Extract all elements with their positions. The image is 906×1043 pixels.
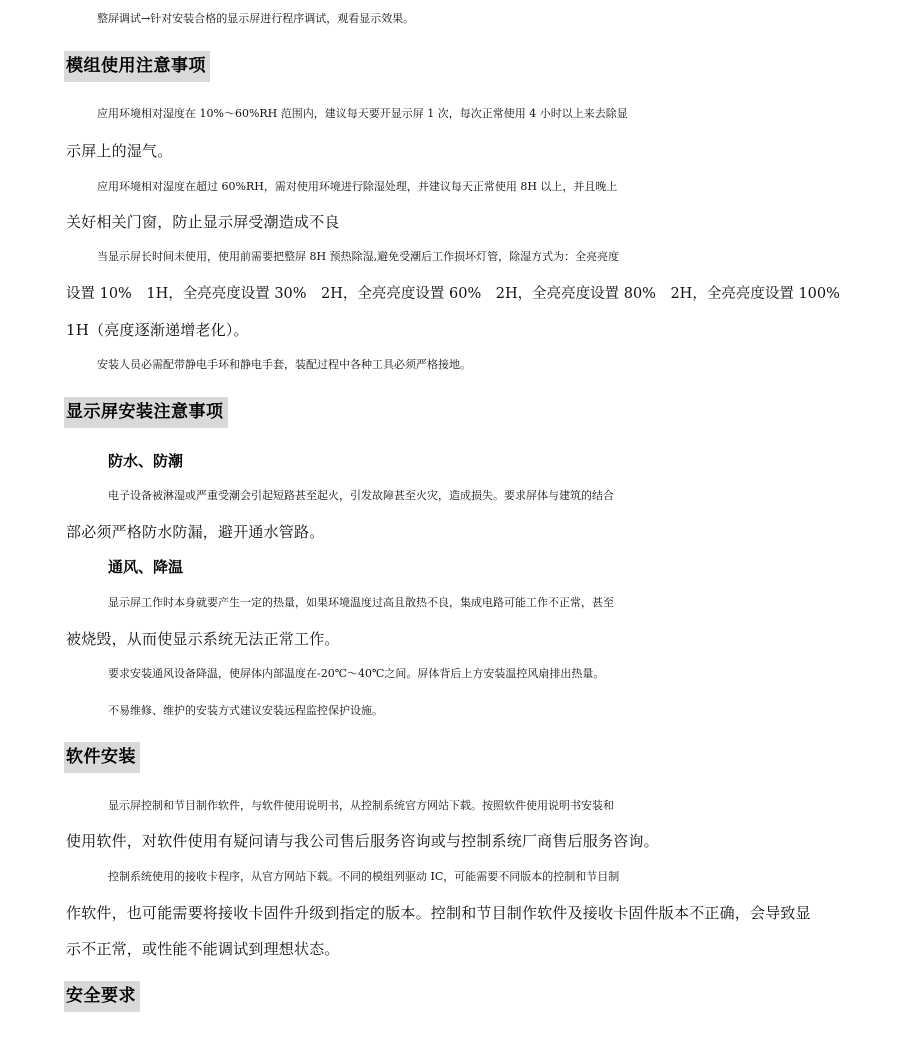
paragraph-line: 当显示屏长时间未使用，使用前需要把整屏 8H 预热除湿,避免受潮后工作损坏灯管，除湿方式为：全亮亮度 [97, 250, 620, 263]
intro-paragraph: 整屏调试→针对安装合格的显示屏进行程序调试，观看显示效果。 [97, 12, 415, 25]
paragraph-line: 应用环境相对湿度在超过 60%RH，需对使用环境进行除湿处理，并建议每天正常使用 8H 以上，并且晚上 [97, 180, 618, 193]
section-heading-safety: 安全要求 [64, 981, 140, 1012]
section-heading-software: 软件安装 [64, 742, 140, 773]
paragraph-line: 作软件，也可能需要将接收卡固件升级到指定的版本。控制和节目制作软件及接收卡固件版本不正确，会导致显 [66, 904, 811, 922]
paragraph-line: 应用环境相对湿度在 10%～60%RH 范围内，建议每天要开显示屏 1 次，每次正常使用 4 小时以上来去除显 [97, 107, 628, 120]
paragraph-line: 显示屏工作时本身就要产生一定的热量，如果环境温度过高且散热不良，集成电路可能工作不正常，甚至 [108, 596, 614, 609]
paragraph-line: 设置 10% 1H，全亮亮度设置 30% 2H，全亮亮度设置 60% 2H，全亮亮度设置 80% 2H，全亮亮度设置 100% [66, 286, 840, 302]
paragraph-line: 1H（亮度逐渐递增老化）。 [66, 321, 249, 339]
paragraph-line: 关好相关门窗，防止显示屏受潮造成不良 [66, 213, 340, 231]
paragraph-line: 显示屏控制和节目制作软件，与软件使用说明书，从控制系统官方网站下载。按照软件使用说明书安装和 [108, 799, 614, 812]
paragraph-line: 部必须严格防水防漏，避开通水管路。 [66, 523, 325, 541]
subheading-ventilation: 通风、降温 [108, 558, 184, 576]
paragraph-line: 示不正常，或性能不能调试到理想状态。 [66, 940, 340, 958]
paragraph-line: 使用软件，对软件使用有疑问请与我公司售后服务咨询或与控制系统厂商售后服务咨询。 [66, 832, 659, 850]
paragraph-line: 安装人员必需配带静电手环和静电手套，装配过程中各种工具必须严格接地。 [97, 358, 471, 371]
paragraph-line: 示屏上的湿气。 [66, 142, 173, 160]
paragraph-line: 要求安装通风设备降温，使屏体内部温度在-20℃～40℃之间。屏体背后上方安装温控风扇排出热量。 [108, 667, 605, 680]
section-heading-module-usage: 模组使用注意事项 [64, 51, 210, 82]
paragraph-line: 控制系统使用的接收卡程序，从官方网站下载。不同的模组列驱动 IC，可能需要不同版本的控制和节目制 [108, 870, 620, 883]
paragraph-line: 被烧毁，从而使显示系统无法正常工作。 [66, 630, 340, 648]
paragraph-line: 电子设备被淋湿或严重受潮会引起短路甚至起火，引发故障甚至火灾，造成损失。要求屏体与建筑的结合 [108, 489, 614, 502]
section-heading-screen-install: 显示屏安装注意事项 [64, 397, 228, 428]
paragraph-line: 不易维修、维护的安装方式建议安装远程监控保护设施。 [108, 704, 383, 717]
subheading-waterproof: 防水、防潮 [108, 452, 184, 470]
